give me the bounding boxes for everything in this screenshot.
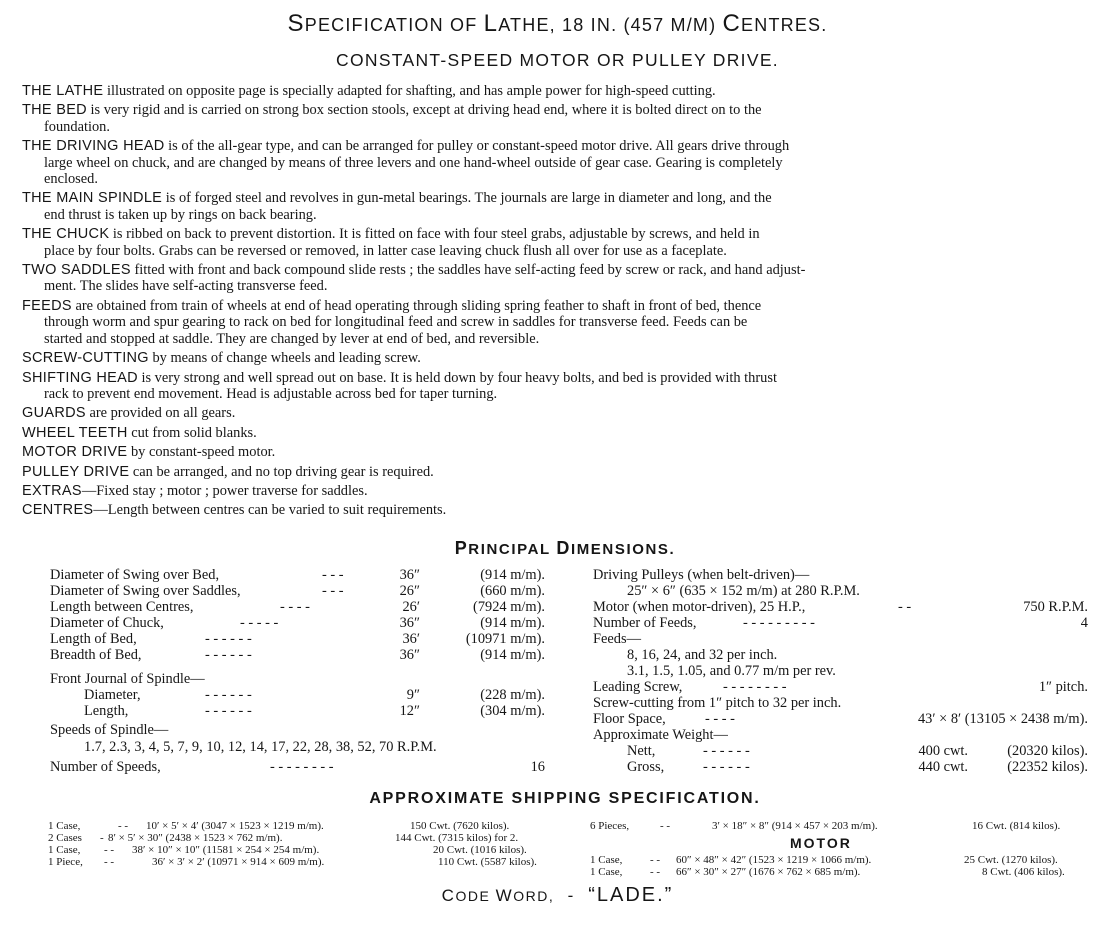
shipping-left-list (48, 820, 548, 870)
dimension-row: Diameter of Swing over Bed, - - - 36″ (914 m/m). (50, 567, 545, 583)
page-subtitle: CONSTANT-SPEED MOTOR OR PULLEY DRIVE. (336, 50, 779, 70)
shipping-row: 2 Cases - 8′ × 5′ × 30″ (2438 × 1523 × 762 m/m). 144 Cwt. (7315 kilos) for 2. (48, 832, 519, 844)
shipping-row: 1 Case, - - 60″ × 48″ × 42″ (1523 × 1219 × 1066 m/m). 25 Cwt. (1270 kilos). (590, 854, 1058, 866)
spec-item-two-saddles: TWO SADDLES fitted with front and back compound slide rests ; the saddles have self-acting feed by screw or rack, and hand adjust- ment. The slides have self-acting transverse feed. (22, 262, 806, 295)
screw-cutting-range: Screw-cutting from 1″ pitch to 32 per inch. (593, 695, 842, 711)
specification-list (22, 83, 1109, 519)
spec-item-motor-drive: MOTOR DRIVE by constant-speed motor. (22, 444, 276, 461)
motor-row: Motor (when motor-driven), 25 H.P., - - 750 R.P.M. (593, 599, 1088, 615)
dimensions-left-column (50, 567, 550, 777)
spec-item-centres: CENTRES—Length between centres can be varied to suit requirements. (22, 502, 447, 519)
speeds-list: 1.7, 2.3, 3, 4, 5, 7, 9, 10, 12, 14, 17, 22, 28, 38, 52, 70 R.P.M. (84, 739, 437, 755)
shipping-heading: APPROXIMATE SHIPPING SPECIFICATION. (369, 790, 761, 807)
spec-item-pulley-drive: PULLEY DRIVE can be arranged, and no top driving gear is required. (22, 463, 434, 480)
motor-shipping-heading: MOTOR (790, 835, 852, 851)
principal-dimensions-heading: PRINCIPAL DIMENSIONS. (454, 538, 676, 558)
feeds-per-rev: 3.1, 1.5, 1.05, and 0.77 m/m per rev. (627, 663, 836, 679)
dimension-row: Length between Centres, - - - - 26′ (7924 m/m). (50, 599, 545, 615)
spec-item-extras: EXTRAS—Fixed stay ; motor ; power traverse for saddles. (22, 482, 368, 499)
dimension-row: Diameter, - - - - - - 9″ (228 m/m). (84, 687, 545, 703)
floor-space-row: Floor Space, - - - - 43′ × 8′ (13105 × 2438 m/m). (593, 711, 1088, 727)
dimension-row: Length of Bed, - - - - - - 36′ (10971 m/m). (50, 631, 545, 647)
spec-item-feeds: FEEDS are obtained from train of wheels at end of head operating through sliding spring feather to shaft in front of bed, thence through worm and spur gearing to rack on bed for longitudinal feed and screw in saddles for transverse feed. Feeds can be started and stopped at saddle. They are changed by lever at end of bed, and reversible. (22, 297, 762, 347)
page-title: SPECIFICATION OF LATHE, 18 IN. (457 M/M) CENTRES. (287, 10, 828, 37)
shipping-row: 1 Case, - - 38′ × 10″ × 10″ (11581 × 254 × 254 m/m). 20 Cwt. (1016 kilos). (48, 844, 527, 856)
dimension-row: Diameter of Chuck, - - - - - 36″ (914 m/m). (50, 615, 545, 631)
driving-pulleys-heading: Driving Pulleys (when belt-driven)— (593, 567, 810, 583)
dimension-row: Length, - - - - - - 12″ (304 m/m). (84, 703, 545, 719)
driving-pulleys-size: 25″ × 6″ (635 × 152 m/m) at 280 R.P.M. (627, 583, 860, 599)
weight-heading: Approximate Weight— (593, 727, 728, 743)
spec-item-chuck: THE CHUCK is ribbed on back to prevent distortion. It is fitted on face with four steel grabs, adjustable by screws, and held in place by four bolts. Grabs can be reversed or removed, in latter case leaving chuck flush all over for use as a faceplate. (22, 226, 760, 259)
spec-item-main-spindle: THE MAIN SPINDLE is of forged steel and revolves in gun-metal bearings. The journals are large in diameter and long, and the end thrust is taken up by rings on back bearing. (22, 190, 772, 223)
number-of-speeds-row: Number of Speeds, - - - - - - - - 16 (50, 759, 545, 775)
feeds-per-inch: 8, 16, 24, and 32 per inch. (627, 647, 778, 663)
number-of-feeds-row: Number of Feeds, - - - - - - - - - 4 (593, 615, 1088, 631)
feeds-heading: Feeds— (593, 631, 641, 647)
spec-item-screw-cutting: SCREW-CUTTING by means of change wheels and leading screw. (22, 350, 421, 367)
shipping-right-list (590, 820, 1090, 880)
shipping-row: 1 Case, - - 10′ × 5′ × 4′ (3047 × 1523 × 1219 m/m). 150 Cwt. (7620 kilos). (48, 820, 510, 832)
weight-gross-row: Gross, - - - - - - 440 cwt. (22352 kilos). (627, 759, 1088, 775)
spec-item-wheel-teeth: WHEEL TEETH cut from solid blanks. (22, 424, 257, 441)
front-journal-heading: Front Journal of Spindle— (50, 671, 205, 687)
shipping-row: 1 Piece, - - 36′ × 3′ × 2′ (10971 × 914 × 609 m/m). 110 Cwt. (5587 kilos). (48, 856, 537, 868)
code-word: CODE WORD, - “LADE.” (441, 884, 674, 906)
spec-item-lathe: THE LATHE illustrated on opposite page is specially adapted for shafting, and has ample power for high-speed cutting. (22, 83, 716, 99)
spec-item-guards: GUARDS are provided on all gears. (22, 405, 236, 422)
spec-item-bed: THE BED is very rigid and is carried on strong box section stools, except at driving head end, where it is bolted direct on to the foundation. (22, 102, 762, 135)
dimensions-right-column (593, 567, 1093, 777)
speeds-heading: Speeds of Spindle— (50, 722, 169, 738)
dimension-row: Diameter of Swing over Saddles, - - - 26″ (660 m/m). (50, 583, 545, 599)
leading-screw-row: Leading Screw, - - - - - - - - 1″ pitch. (593, 679, 1088, 695)
weight-nett-row: Nett, - - - - - - 400 cwt. (20320 kilos). (627, 743, 1088, 759)
spec-item-driving-head: THE DRIVING HEAD is of the all-gear type, and can be arranged for pulley or constant-speed motor drive. All gears drive through large wheel on chuck, and are changed by means of three levers and one hand-wheel outside of gear case. Gearing is completely enclosed. (22, 138, 790, 188)
shipping-row: 6 Pieces, - - 3′ × 18″ × 8″ (914 × 457 × 203 m/m). 16 Cwt. (814 kilos). (590, 820, 1061, 832)
dimension-row: Breadth of Bed, - - - - - - 36″ (914 m/m). (50, 647, 545, 663)
spec-item-shifting-head: SHIFTING HEAD is very strong and well spread out on base. It is held down by four heavy bolts, and bed is provided with thrust rack to prevent end movement. Head is adjustable across bed for taper turning. (22, 369, 777, 402)
shipping-row: 1 Case, - - 66″ × 30″ × 27″ (1676 × 762 × 685 m/m). 8 Cwt. (406 kilos). (590, 866, 1065, 878)
